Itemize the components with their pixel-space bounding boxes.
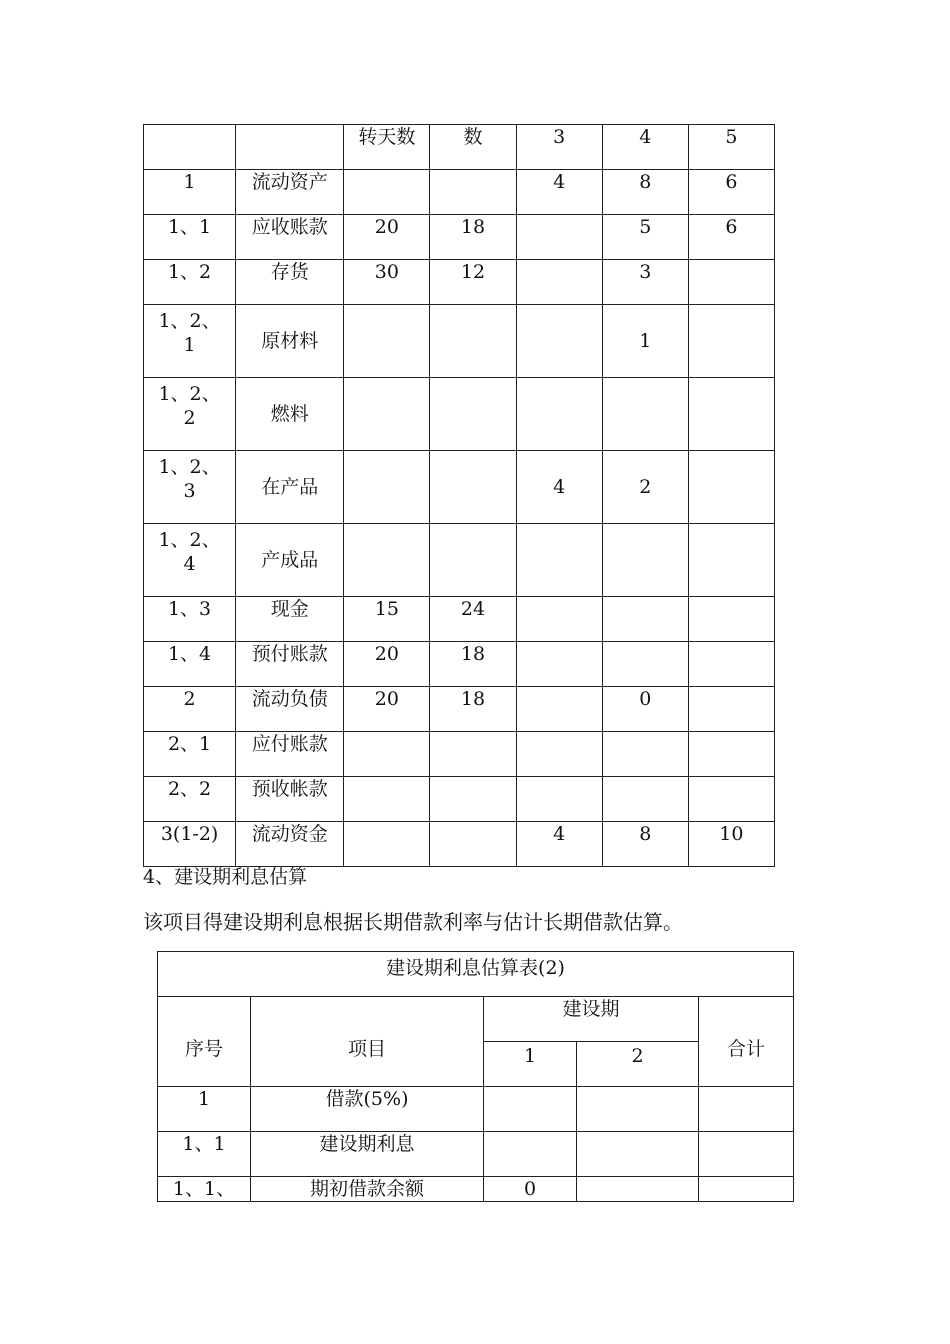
table1-value-cell: [430, 260, 516, 305]
table1-value-cell-text: 30: [374, 261, 399, 283]
table1-value-cell: [602, 378, 688, 451]
table1-row: [144, 642, 775, 687]
table1-item-cell: [236, 260, 344, 305]
table2-value-cell: [484, 1177, 577, 1202]
table1-seq-cell: [144, 451, 236, 524]
table1-row: [144, 687, 775, 732]
table1-value-cell-text: 0: [639, 688, 652, 710]
table1-value-cell: [688, 260, 774, 305]
table1-value-cell: [602, 732, 688, 777]
table1-value-cell-text: 18: [460, 688, 486, 710]
working-capital-table: [143, 124, 775, 867]
table1-seq-cell: [144, 305, 236, 378]
table1-value-cell: [688, 597, 774, 642]
table2-item-cell-text: 期初借款余额: [309, 1178, 424, 1200]
table1-value-cell: [688, 732, 774, 777]
table1-item-cell: [236, 170, 344, 215]
table1-value-cell: [344, 305, 430, 378]
table1-seq-cell: [144, 597, 236, 642]
header-period-1: 1: [484, 1042, 577, 1087]
table1-value-cell: [344, 777, 430, 822]
table2-seq-cell: [158, 1087, 251, 1132]
table1-value-cell-text: 4: [553, 171, 566, 193]
table1-value-cell: [602, 642, 688, 687]
table1-value-cell-text: 10: [719, 823, 744, 845]
table1-value-cell: [344, 170, 430, 215]
header-period: 建设期: [484, 997, 699, 1042]
table1-seq-cell-text: 1、4: [167, 643, 212, 665]
table1-seq-cell: [144, 687, 236, 732]
table1-value-cell: [430, 777, 516, 822]
table1-value-cell-text: 6: [725, 171, 738, 193]
table2-seq-cell-text: 1、1: [182, 1133, 226, 1155]
table1-value-cell-text: 20: [374, 216, 399, 238]
table2-item-cell: [251, 1132, 484, 1177]
table1-value-cell-text: 12: [460, 261, 486, 283]
table1-value-cell: [602, 215, 688, 260]
table1-row: [144, 170, 775, 215]
table2-seq-cell: [158, 1132, 251, 1177]
table1-item-cell-text: 原材料: [261, 330, 319, 352]
section-paragraph: 该项目得建设期利息根据长期借款利率与估计长期借款估算。: [143, 910, 683, 934]
table2-title: 建设期利息估算表(2): [386, 957, 565, 979]
table1-value-cell: [602, 822, 688, 867]
table1-value-cell-text: 8: [639, 171, 652, 193]
table1-value-cell: [688, 524, 774, 597]
table1-value-cell-text: 15: [374, 598, 399, 620]
table1-value-cell: [344, 642, 430, 687]
table1-item-cell-text: 预付账款: [251, 643, 328, 665]
table1-value-cell: [430, 378, 516, 451]
table2-item-cell: [251, 1177, 484, 1202]
table1-seq-cell-text: 1: [183, 171, 196, 193]
table1-value-cell-text: 6: [725, 216, 738, 238]
table1-value-cell: [688, 215, 774, 260]
table2-seq-cell-text: 1、1、: [172, 1178, 236, 1200]
table1-value-cell: [430, 524, 516, 597]
table1-header-row: [144, 125, 775, 170]
table1-value-cell-text: 20: [374, 643, 399, 665]
table1-item-cell: [236, 378, 344, 451]
table1-value-cell: [688, 822, 774, 867]
table1-value-cell: [430, 732, 516, 777]
table1-row: [144, 215, 775, 260]
table1-row: [144, 777, 775, 822]
table1-value-cell: [688, 170, 774, 215]
table1-value-cell: [344, 822, 430, 867]
table1-header-cell-text: 转天数: [358, 126, 416, 148]
table1-value-cell: [344, 451, 430, 524]
table1-value-cell: [430, 822, 516, 867]
table2-value-cell: [699, 1177, 794, 1202]
table1-seq-cell-text: 1、2、 3: [158, 456, 221, 502]
table1-row: [144, 451, 775, 524]
table2-value-cell: [699, 1132, 794, 1177]
table1-value-cell: [430, 642, 516, 687]
table1-value-cell: [516, 524, 602, 597]
table1-value-cell: [688, 687, 774, 732]
table1-seq-cell-text: 1、3: [167, 598, 212, 620]
table1-seq-cell-text: 1、2、 1: [158, 310, 221, 356]
table1-value-cell: [430, 170, 516, 215]
table2-value-cell: [577, 1132, 699, 1177]
table1-value-cell: [430, 451, 516, 524]
table2-value-cell: [484, 1087, 577, 1132]
table1-item-cell-text: 流动资产: [251, 171, 328, 193]
table1-seq-cell: [144, 260, 236, 305]
table2-item-cell: [251, 1087, 484, 1132]
table1-value-cell: [344, 378, 430, 451]
table1-item-cell: [236, 524, 344, 597]
table1-value-cell: [516, 451, 602, 524]
table1-header-cell: [688, 125, 774, 170]
construction-interest-table: [157, 951, 794, 1202]
table1-value-cell: [516, 642, 602, 687]
table1-item-cell: [236, 597, 344, 642]
header-item: 项目: [251, 997, 484, 1087]
table1-row: [144, 524, 775, 597]
table1-row: [144, 822, 775, 867]
table2-seq-cell-text: 1: [197, 1088, 211, 1110]
table1-value-cell: [430, 305, 516, 378]
table1-value-cell: [344, 687, 430, 732]
table2-value-cell: [699, 1087, 794, 1132]
table1-seq-cell-text: 1、2、 2: [158, 383, 221, 429]
table2-value-cell-text: 0: [523, 1178, 537, 1200]
table2-item-cell-text: 建设期利息: [319, 1133, 415, 1155]
table1-header-cell: [430, 125, 516, 170]
table1-item-cell-text: 产成品: [261, 549, 319, 571]
table1-value-cell: [602, 260, 688, 305]
table1-header-cell: [144, 125, 236, 170]
table1-value-cell-text: 2: [639, 476, 652, 498]
table1-item-cell-text: 在产品: [261, 476, 319, 498]
table1-seq-cell-text: 1、2: [167, 261, 212, 283]
table1-item-cell: [236, 642, 344, 687]
table1-value-cell-text: 8: [639, 823, 652, 845]
table1-value-cell-text: 24: [460, 598, 486, 620]
table2-value-cell: [577, 1177, 699, 1202]
table1-header-cell-text: 数: [463, 126, 483, 148]
table1-value-cell-text: 18: [460, 643, 486, 665]
table2-title-row: [158, 952, 794, 997]
table1-value-cell: [516, 170, 602, 215]
table1-row: [144, 378, 775, 451]
table1-item-cell-text: 应付账款: [251, 733, 328, 755]
table1-seq-cell: [144, 215, 236, 260]
table1-seq-cell: [144, 732, 236, 777]
table1-header-cell: [344, 125, 430, 170]
table2-value-cell: [484, 1132, 577, 1177]
header-period-2: 2: [577, 1042, 699, 1087]
table1-value-cell: [688, 378, 774, 451]
table1-item-cell: [236, 451, 344, 524]
table1-value-cell: [344, 597, 430, 642]
table1-value-cell: [688, 642, 774, 687]
table1-value-cell-text: 5: [639, 216, 652, 238]
section-heading: 4、建设期利息估算: [143, 866, 308, 888]
table1-seq-cell-text: 1、2、 4: [158, 529, 221, 575]
table1-value-cell: [344, 260, 430, 305]
table1-seq-cell: [144, 170, 236, 215]
table1-header-cell: [602, 125, 688, 170]
table2-seq-cell: [158, 1177, 251, 1202]
header-seq: 序号: [158, 997, 251, 1087]
table1-value-cell: [602, 305, 688, 378]
table1-value-cell-text: 20: [374, 688, 399, 710]
header-total: 合计: [699, 997, 794, 1087]
table2-row: [158, 1177, 794, 1202]
table1-value-cell: [516, 732, 602, 777]
table1-row: [144, 732, 775, 777]
table1-value-cell-text: 4: [553, 823, 566, 845]
table1-seq-cell: [144, 642, 236, 687]
table1-item-cell: [236, 305, 344, 378]
table1-item-cell: [236, 687, 344, 732]
table1-value-cell: [602, 524, 688, 597]
table1-value-cell-text: 1: [639, 330, 652, 352]
table1-value-cell: [602, 597, 688, 642]
table1-item-cell-text: 现金: [270, 598, 309, 620]
table1-value-cell-text: 4: [553, 476, 566, 498]
table1-seq-cell-text: 1、1: [167, 216, 212, 238]
table1-value-cell: [602, 777, 688, 822]
table1-seq-cell: [144, 822, 236, 867]
table1-seq-cell: [144, 524, 236, 597]
table1-item-cell-text: 流动资金: [251, 823, 328, 845]
table1-item-cell-text: 燃料: [270, 403, 309, 425]
table1-seq-cell-text: 2: [183, 688, 196, 710]
table1-value-cell: [430, 687, 516, 732]
table1-seq-cell-text: 3(1-2): [160, 823, 219, 845]
table1-value-cell: [516, 777, 602, 822]
table1-header-cell-text: 5: [725, 126, 738, 148]
table1-value-cell: [516, 378, 602, 451]
table1-value-cell: [344, 732, 430, 777]
table1-value-cell: [516, 597, 602, 642]
table2-item-cell-text: 借款(5%): [325, 1088, 409, 1110]
table1-value-cell: [516, 215, 602, 260]
table1-item-cell-text: 应收账款: [251, 216, 328, 238]
table1-value-cell-text: 18: [460, 216, 486, 238]
table1-item-cell: [236, 822, 344, 867]
table1-row: [144, 305, 775, 378]
table1-row: [144, 260, 775, 305]
table1-value-cell: [516, 305, 602, 378]
table1-value-cell: [602, 451, 688, 524]
table1-value-cell: [688, 451, 774, 524]
table1-row: [144, 597, 775, 642]
table1-value-cell: [688, 305, 774, 378]
table1-header-cell: [516, 125, 602, 170]
table1-item-cell-text: 流动负债: [251, 688, 328, 710]
table1-value-cell: [344, 524, 430, 597]
table1-seq-cell-text: 2、1: [167, 733, 212, 755]
table1-item-cell: [236, 732, 344, 777]
table1-item-cell-text: 预收帐款: [251, 778, 328, 800]
table1-seq-cell: [144, 777, 236, 822]
table1-item-cell: [236, 777, 344, 822]
table1-header-cell-text: 4: [639, 126, 652, 148]
table1-item-cell-text: 存货: [270, 261, 309, 283]
table1-value-cell: [516, 260, 602, 305]
table1-header-cell: [236, 125, 344, 170]
table1-value-cell: [688, 777, 774, 822]
table1-value-cell: [516, 822, 602, 867]
table2-row: [158, 1132, 794, 1177]
table2-value-cell: [577, 1087, 699, 1132]
table1-seq-cell-text: 2、2: [167, 778, 212, 800]
table2-row: [158, 1087, 794, 1132]
table1-value-cell: [430, 215, 516, 260]
table1-value-cell: [602, 687, 688, 732]
table1-value-cell: [602, 170, 688, 215]
table1-value-cell: [516, 687, 602, 732]
table1-item-cell: [236, 215, 344, 260]
table1-value-cell: [344, 215, 430, 260]
table2-header-row: [158, 997, 794, 1042]
table1-value-cell: [430, 597, 516, 642]
table1-seq-cell: [144, 378, 236, 451]
table1-header-cell-text: 3: [553, 126, 566, 148]
table1-value-cell-text: 3: [639, 261, 652, 283]
